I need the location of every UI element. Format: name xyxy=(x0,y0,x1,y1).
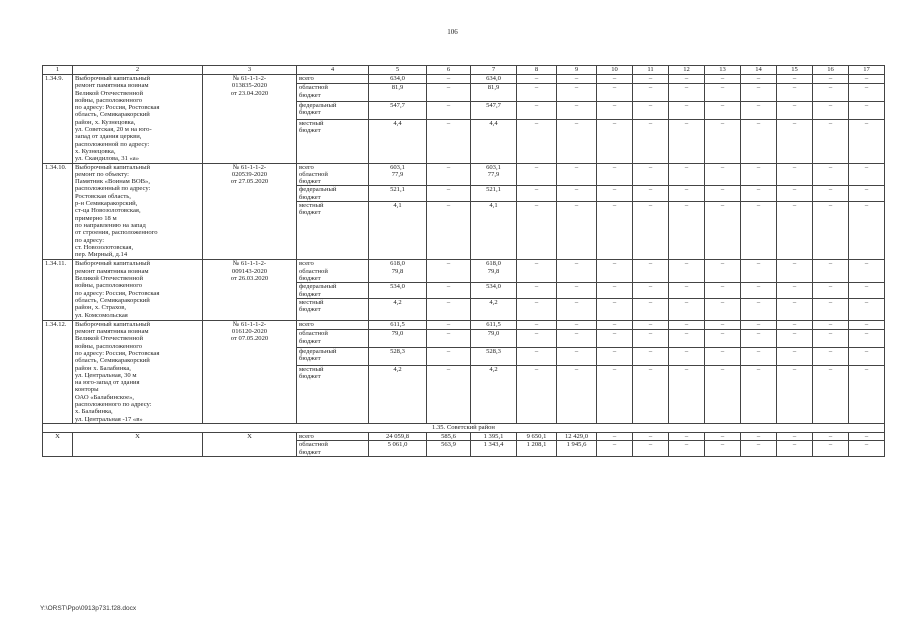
value-cell: – xyxy=(777,432,813,440)
value-cell: – xyxy=(813,75,849,84)
funding-source: местный бюджет xyxy=(297,202,369,260)
funding-source: областной бюджет xyxy=(297,330,369,348)
value-cell: – xyxy=(597,347,633,365)
value-cell: – xyxy=(813,186,849,202)
value-col-9: 12 429,0 xyxy=(557,432,597,440)
value-cell: – xyxy=(557,365,597,423)
value-col-6: – xyxy=(427,347,471,365)
funding-source: всего xyxy=(297,75,369,84)
page-number: 106 xyxy=(447,28,458,36)
value-cell: – xyxy=(777,202,813,260)
value-cell: – xyxy=(705,330,741,348)
value-col-7: 534,0 xyxy=(471,283,517,299)
value-cell: – xyxy=(517,365,557,423)
value-col-7: 618,0 79,8 xyxy=(471,260,517,283)
value-cell: – xyxy=(633,330,669,348)
value-cell: – xyxy=(777,330,813,348)
value-cell: – xyxy=(741,432,777,440)
value-cell: – xyxy=(517,283,557,299)
value-cell: – xyxy=(777,119,813,163)
value-cell: – xyxy=(557,298,597,320)
value-cell: – xyxy=(669,202,705,260)
value-cell: – xyxy=(705,283,741,299)
value-cell: – xyxy=(849,260,885,283)
value-col-6: – xyxy=(427,84,471,102)
value-cell: – xyxy=(741,186,777,202)
funding-source: областной бюджет xyxy=(297,441,369,457)
value-cell: – xyxy=(557,84,597,102)
value-cell: – xyxy=(777,283,813,299)
value-cell: – xyxy=(517,75,557,84)
value-cell: – xyxy=(517,298,557,320)
value-cell: – xyxy=(849,441,885,457)
funding-source: федеральный бюджет xyxy=(297,283,369,299)
header-cell: 17 xyxy=(849,66,885,75)
value-cell: – xyxy=(557,320,597,329)
value-cell: – xyxy=(741,102,777,120)
value-col-6: – xyxy=(427,75,471,84)
table-row xyxy=(43,320,885,329)
value-col-7: 4,4 xyxy=(471,119,517,163)
value-col-6: – xyxy=(427,119,471,163)
header-cell: 6 xyxy=(427,66,471,75)
value-cell: – xyxy=(813,347,849,365)
value-cell: – xyxy=(669,186,705,202)
value-cell: – xyxy=(813,283,849,299)
value-cell: – xyxy=(777,163,813,186)
value-cell: – xyxy=(557,347,597,365)
value-cell: – xyxy=(705,163,741,186)
entry-number: 1.34.12. xyxy=(43,320,73,423)
value-cell: – xyxy=(597,320,633,329)
value-cell: – xyxy=(849,163,885,186)
object-name: Выборочный капитальный ремонт памятника воинам Великой Отечественной войны, расположенного по адресу: Россия, Ростовская область, Семикаракорский район, х. Страхов, ул. Комсомольская xyxy=(73,260,203,320)
header-cell: 7 xyxy=(471,66,517,75)
value-cell: – xyxy=(633,102,669,120)
value-cell: – xyxy=(741,320,777,329)
value-cell: – xyxy=(741,330,777,348)
value-cell: – xyxy=(633,298,669,320)
value-cell: – xyxy=(705,102,741,120)
value-col-7: 4,1 xyxy=(471,202,517,260)
header-cell: 16 xyxy=(813,66,849,75)
header-cell: 1 xyxy=(43,66,73,75)
value-cell: – xyxy=(557,186,597,202)
header-cell: 9 xyxy=(557,66,597,75)
header-cell: 13 xyxy=(705,66,741,75)
value-cell: – xyxy=(633,441,669,457)
value-cell: – xyxy=(813,320,849,329)
value-cell: – xyxy=(517,84,557,102)
value-cell: – xyxy=(597,441,633,457)
value-cell: – xyxy=(633,283,669,299)
value-cell: – xyxy=(741,260,777,283)
value-cell: – xyxy=(777,102,813,120)
object-name: Х xyxy=(73,432,203,456)
value-cell: – xyxy=(669,84,705,102)
value-cell: – xyxy=(849,75,885,84)
value-col-9: 1 945,6 xyxy=(557,441,597,457)
total-value: 24 059,8 xyxy=(369,432,427,440)
funding-source: местный бюджет xyxy=(297,119,369,163)
value-cell: – xyxy=(813,84,849,102)
funding-source: местный бюджет xyxy=(297,298,369,320)
value-cell: – xyxy=(777,347,813,365)
value-cell: – xyxy=(849,320,885,329)
value-cell: – xyxy=(849,432,885,440)
value-cell: – xyxy=(669,260,705,283)
value-cell: – xyxy=(597,365,633,423)
value-cell: – xyxy=(741,75,777,84)
value-col-7: 634,0 xyxy=(471,75,517,84)
expertise-document: № 61-1-1-2- 013835-2020 от 23.04.2020 xyxy=(203,75,297,164)
value-col-7: 4,2 xyxy=(471,298,517,320)
value-col-7: 1 343,4 xyxy=(471,441,517,457)
value-cell: – xyxy=(813,119,849,163)
value-cell: – xyxy=(669,119,705,163)
header-cell: 14 xyxy=(741,66,777,75)
value-cell: – xyxy=(705,202,741,260)
table-row xyxy=(43,432,885,440)
value-cell: – xyxy=(633,75,669,84)
value-cell: – xyxy=(633,260,669,283)
total-value: 634,0 xyxy=(369,75,427,84)
value-cell: – xyxy=(777,298,813,320)
value-cell: – xyxy=(813,260,849,283)
value-col-8: 9 650,1 xyxy=(517,432,557,440)
footer-file-path: Y:\ORST\Ppo\0913p731.f28.docx xyxy=(40,605,137,612)
value-cell: – xyxy=(813,202,849,260)
value-cell: – xyxy=(705,432,741,440)
value-cell: – xyxy=(741,202,777,260)
value-col-6: – xyxy=(427,320,471,329)
value-cell: – xyxy=(669,330,705,348)
value-cell: – xyxy=(705,441,741,457)
value-cell: – xyxy=(705,84,741,102)
value-cell: – xyxy=(777,441,813,457)
value-cell: – xyxy=(597,202,633,260)
value-cell: – xyxy=(517,102,557,120)
header-cell: 2 xyxy=(73,66,203,75)
value-cell: – xyxy=(669,365,705,423)
table-row xyxy=(43,75,885,84)
header-cell: 10 xyxy=(597,66,633,75)
total-value: 547,7 xyxy=(369,102,427,120)
value-cell: – xyxy=(597,330,633,348)
value-cell: – xyxy=(813,102,849,120)
value-cell: – xyxy=(741,283,777,299)
value-cell: – xyxy=(813,330,849,348)
value-cell: – xyxy=(633,347,669,365)
value-cell: – xyxy=(633,186,669,202)
funding-source: областной бюджет xyxy=(297,84,369,102)
value-col-6: – xyxy=(427,260,471,283)
funding-source: местный бюджет xyxy=(297,365,369,423)
total-value: 4,2 xyxy=(369,298,427,320)
value-cell: – xyxy=(633,365,669,423)
value-col-6: 585,6 xyxy=(427,432,471,440)
value-cell: – xyxy=(633,202,669,260)
entry-number: Х xyxy=(43,432,73,456)
expertise-document: № 61-1-1-2- 020539-2020 от 27.05.2020 xyxy=(203,163,297,260)
value-cell: – xyxy=(597,102,633,120)
value-col-6: – xyxy=(427,365,471,423)
value-col-7: 4,2 xyxy=(471,365,517,423)
total-value: 4,4 xyxy=(369,119,427,163)
table-row xyxy=(43,163,885,186)
value-cell: – xyxy=(597,119,633,163)
value-cell: – xyxy=(705,75,741,84)
value-col-7: 528,3 xyxy=(471,347,517,365)
expertise-document: № 61-1-1-2- 016120-2020 от 07.05.2020 xyxy=(203,320,297,423)
value-cell: – xyxy=(705,260,741,283)
value-cell: – xyxy=(849,365,885,423)
value-col-6: – xyxy=(427,102,471,120)
object-name: Выборочный капитальный ремонт памятника воинам Великой Отечественной войны, расположенного по адресу: Россия, Ростовская область, Семикаракорский район, х. Кузнецовка, ул. Советская, 20 м на юго- запад от здания церкви, расположенной по адресу: х. Кузнецовка, ул. Скандилова, 31 «а» xyxy=(73,75,203,164)
value-cell: – xyxy=(557,260,597,283)
value-cell: – xyxy=(813,432,849,440)
header-row xyxy=(43,66,885,75)
value-cell: – xyxy=(849,84,885,102)
value-cell: – xyxy=(777,75,813,84)
total-value: 534,0 xyxy=(369,283,427,299)
value-cell: – xyxy=(557,163,597,186)
value-cell: – xyxy=(633,432,669,440)
value-cell: – xyxy=(557,202,597,260)
value-cell: – xyxy=(705,347,741,365)
value-cell: – xyxy=(517,347,557,365)
entry-number: 1.34.10. xyxy=(43,163,73,260)
value-cell: – xyxy=(597,432,633,440)
value-cell: – xyxy=(517,320,557,329)
value-col-6: – xyxy=(427,330,471,348)
value-cell: – xyxy=(669,320,705,329)
value-cell: – xyxy=(777,186,813,202)
value-cell: – xyxy=(705,186,741,202)
funding-source: федеральный бюджет xyxy=(297,186,369,202)
value-cell: – xyxy=(669,298,705,320)
header-cell: 5 xyxy=(369,66,427,75)
value-col-8: 1 208,1 xyxy=(517,441,557,457)
value-cell: – xyxy=(741,84,777,102)
value-cell: – xyxy=(741,347,777,365)
total-value: 4,1 xyxy=(369,202,427,260)
value-cell: – xyxy=(669,432,705,440)
value-cell: – xyxy=(633,84,669,102)
total-value: 528,3 xyxy=(369,347,427,365)
value-col-7: 547,7 xyxy=(471,102,517,120)
value-cell: – xyxy=(849,330,885,348)
value-cell: – xyxy=(597,260,633,283)
budget-table xyxy=(42,65,885,457)
funding-source: всего областной бюджет xyxy=(297,260,369,283)
value-cell: – xyxy=(705,320,741,329)
value-cell: – xyxy=(849,202,885,260)
value-cell: – xyxy=(669,75,705,84)
header-cell: 15 xyxy=(777,66,813,75)
value-cell: – xyxy=(517,119,557,163)
total-value: 81,9 xyxy=(369,84,427,102)
table-row xyxy=(43,260,885,283)
value-cell: – xyxy=(517,260,557,283)
funding-source: всего областной бюджет xyxy=(297,163,369,186)
header-cell: 11 xyxy=(633,66,669,75)
value-col-6: – xyxy=(427,186,471,202)
value-col-7: 521,1 xyxy=(471,186,517,202)
value-cell: – xyxy=(813,365,849,423)
funding-source: всего xyxy=(297,432,369,440)
total-value: 603,1 77,9 xyxy=(369,163,427,186)
value-col-6: – xyxy=(427,163,471,186)
total-value: 618,0 79,8 xyxy=(369,260,427,283)
funding-source: федеральный бюджет xyxy=(297,102,369,120)
value-cell: – xyxy=(849,102,885,120)
value-col-7: 79,0 xyxy=(471,330,517,348)
value-cell: – xyxy=(669,102,705,120)
value-cell: – xyxy=(557,119,597,163)
value-col-6: – xyxy=(427,202,471,260)
value-cell: – xyxy=(849,298,885,320)
value-col-7: 603,1 77,9 xyxy=(471,163,517,186)
value-cell: – xyxy=(633,320,669,329)
entry-number: 1.34.11. xyxy=(43,260,73,320)
value-cell: – xyxy=(597,283,633,299)
value-cell: – xyxy=(597,75,633,84)
header-cell: 3 xyxy=(203,66,297,75)
total-value: 5 061,0 xyxy=(369,441,427,457)
value-cell: – xyxy=(777,320,813,329)
value-cell: – xyxy=(669,441,705,457)
value-cell: – xyxy=(597,186,633,202)
value-cell: – xyxy=(669,163,705,186)
object-name: Выборочный капитальный ремонт памятника воинам Великой Отечественной войны, расположенного по адресу: Россия, Ростовская область, Семикаракорский район х. Балабинка, ул. Центральная, 30 м на юго-запад от здания конторы ОАО «Балабинское», расположенного по адресу: х. Балабинка, ул. Центральная -17 «в» xyxy=(73,320,203,423)
value-cell: – xyxy=(813,298,849,320)
value-cell: – xyxy=(633,119,669,163)
value-cell: – xyxy=(777,365,813,423)
value-cell: – xyxy=(517,330,557,348)
value-cell: – xyxy=(705,119,741,163)
section-title: 1.35. Советский район xyxy=(43,423,885,432)
value-cell: – xyxy=(557,75,597,84)
value-cell: – xyxy=(741,441,777,457)
value-col-6: – xyxy=(427,283,471,299)
value-cell: – xyxy=(849,347,885,365)
object-name: Выборочный капитальный ремонт по объекту: Памятник «Воинам ВОВ», расположенный по адресу: Ростовская область, р-н Семикаракорский, ст-ца Новозолотовская, примерно 18 м по направлению на запад от строения, расположенного по адресу: ст. Новозолотовская, пер. Мирный, д.14 xyxy=(73,163,203,260)
value-cell: – xyxy=(741,119,777,163)
value-cell: – xyxy=(597,84,633,102)
value-cell: – xyxy=(849,119,885,163)
value-cell: – xyxy=(741,365,777,423)
value-cell: – xyxy=(597,163,633,186)
value-col-6: – xyxy=(427,298,471,320)
value-cell: – xyxy=(517,186,557,202)
value-cell: – xyxy=(849,283,885,299)
expertise-document: № 61-1-1-2- 009143-2020 от 26.03.2020 xyxy=(203,260,297,320)
value-cell: – xyxy=(741,298,777,320)
total-value: 79,0 xyxy=(369,330,427,348)
value-cell: – xyxy=(597,298,633,320)
value-cell: – xyxy=(813,441,849,457)
value-cell: – xyxy=(557,330,597,348)
header-cell: 8 xyxy=(517,66,557,75)
header-cell: 12 xyxy=(669,66,705,75)
value-col-7: 81,9 xyxy=(471,84,517,102)
value-cell: – xyxy=(741,163,777,186)
expertise-document: Х xyxy=(203,432,297,456)
funding-source: всего xyxy=(297,320,369,329)
total-value: 521,1 xyxy=(369,186,427,202)
value-cell: – xyxy=(557,283,597,299)
value-col-6: 563,9 xyxy=(427,441,471,457)
section-header-row xyxy=(43,423,885,432)
value-cell: – xyxy=(669,347,705,365)
value-cell: – xyxy=(777,260,813,283)
funding-source: федеральный бюджет xyxy=(297,347,369,365)
value-cell: – xyxy=(517,202,557,260)
value-col-7: 1 395,1 xyxy=(471,432,517,440)
value-cell: – xyxy=(557,102,597,120)
value-cell: – xyxy=(705,298,741,320)
value-cell: – xyxy=(813,163,849,186)
entry-number: 1.34.9. xyxy=(43,75,73,164)
value-cell: – xyxy=(517,163,557,186)
value-cell: – xyxy=(849,186,885,202)
header-cell: 4 xyxy=(297,66,369,75)
total-value: 4,2 xyxy=(369,365,427,423)
value-cell: – xyxy=(705,365,741,423)
value-cell: – xyxy=(777,84,813,102)
value-col-7: 611,5 xyxy=(471,320,517,329)
value-cell: – xyxy=(669,283,705,299)
total-value: 611,5 xyxy=(369,320,427,329)
value-cell: – xyxy=(633,163,669,186)
